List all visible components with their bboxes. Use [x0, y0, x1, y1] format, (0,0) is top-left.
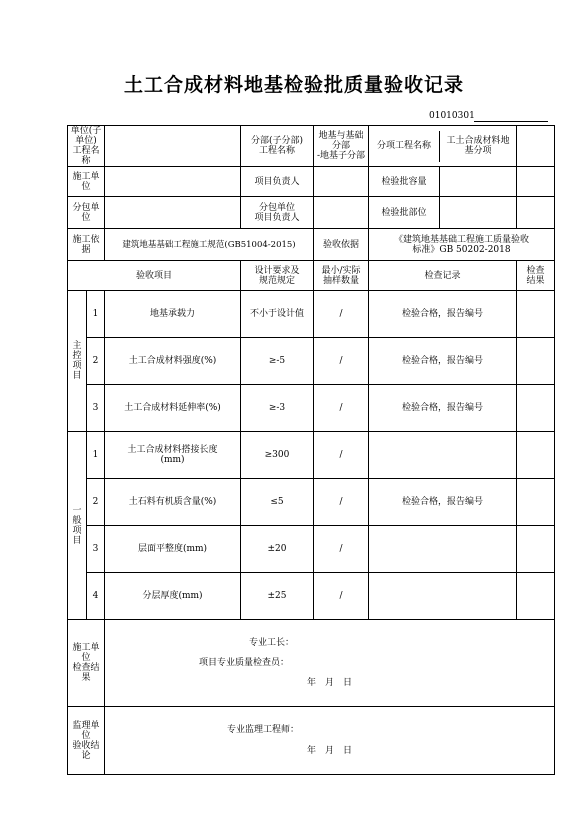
subitem-name-cell	[369, 126, 517, 167]
item-record: 检验合格，报告编号	[369, 385, 517, 432]
sub-lead-label: 分包单位 项目负责人	[241, 197, 314, 229]
col-design-header: 设计要求及 规范规定	[241, 261, 314, 291]
batch-part-value[interactable]	[440, 197, 516, 228]
item-sample: /	[314, 432, 369, 479]
item-design: ≥-3	[241, 385, 314, 432]
contractor-check-body[interactable]	[105, 620, 555, 707]
batch-capacity-value[interactable]	[440, 167, 516, 196]
item-name: 土工合成材料强度(%)	[105, 338, 241, 385]
col-result-header: 检查 结果	[517, 261, 555, 291]
item-result[interactable]	[517, 479, 555, 526]
batch-capacity-label: 检验批容量	[369, 167, 440, 196]
unit-name-value[interactable]	[105, 126, 241, 167]
col-record-header: 检查记录	[369, 261, 517, 291]
item-record[interactable]	[369, 432, 517, 479]
item-result[interactable]	[517, 526, 555, 573]
item-name: 土工合成材料延伸率(%)	[105, 385, 241, 432]
item-record[interactable]	[369, 573, 517, 620]
item-result[interactable]	[517, 385, 555, 432]
item-no: 1	[87, 432, 105, 479]
division-name-value: 地基与基础分部 -地基子分部	[314, 126, 369, 167]
item-design: ±20	[241, 526, 314, 573]
form-title: 土工合成材料地基检验批质量验收记录	[123, 74, 464, 96]
table-row	[68, 291, 555, 338]
item-no: 2	[87, 479, 105, 526]
item-name: 分层厚度(mm)	[105, 573, 241, 620]
item-no: 3	[87, 526, 105, 573]
item-record[interactable]	[369, 526, 517, 573]
table-row	[68, 573, 555, 620]
inspector-signature: 项目专业质量检查员：	[199, 657, 290, 668]
form-code: 01010301	[429, 111, 475, 121]
supervisor-signature: 专业监理工程师：	[227, 724, 300, 735]
item-design: ±25	[241, 573, 314, 620]
table-row	[68, 338, 555, 385]
item-name: 层面平整度(mm)	[105, 526, 241, 573]
foreman-signature: 专业工长：	[249, 637, 295, 648]
subitem-name-label: 分项工程名称	[369, 131, 440, 162]
general-group-label: 一 般 项 目	[68, 432, 87, 620]
item-sample: /	[314, 291, 369, 338]
item-sample: /	[314, 526, 369, 573]
acceptance-basis-label: 验收依据	[314, 229, 369, 261]
item-sample: /	[314, 573, 369, 620]
batch-capacity-extra	[517, 167, 555, 197]
contractor-label: 施工单位	[68, 167, 105, 197]
item-result[interactable]	[517, 432, 555, 479]
batch-part-cell	[369, 197, 517, 229]
subitem-name-value: 工土合成材料地 基分项	[446, 136, 510, 156]
project-lead-label: 项目负责人	[241, 167, 314, 197]
contractor-date: 年 月 日	[307, 677, 353, 688]
item-no: 3	[87, 385, 105, 432]
sub-lead-value[interactable]	[314, 197, 369, 229]
item-result[interactable]	[517, 291, 555, 338]
supervisor-date: 年 月 日	[307, 745, 353, 756]
batch-part-label: 检验批部位	[369, 197, 440, 228]
division-name-label: 分部(子分部) 工程名称	[241, 126, 314, 167]
item-sample: /	[314, 338, 369, 385]
item-sample: /	[314, 479, 369, 526]
item-design: ≤5	[241, 479, 314, 526]
contractor-value[interactable]	[105, 167, 241, 197]
supervisor-check-label: 监理单位 验收结论	[68, 707, 105, 775]
batch-part-extra	[517, 197, 555, 229]
inspection-record-table	[67, 125, 555, 775]
item-name: 土石料有机质含量(%)	[105, 479, 241, 526]
form-code-underline	[474, 121, 548, 122]
basis-value: 建筑地基基础工程施工规范(GB51004-2015)	[105, 229, 314, 261]
contractor-check-label: 施工单位 检查结果	[68, 620, 105, 707]
table-row	[68, 432, 555, 479]
supervisor-check-body[interactable]	[105, 707, 555, 775]
table-row	[68, 526, 555, 573]
item-name: 地基承载力	[105, 291, 241, 338]
col-item-header: 验收项目	[68, 261, 241, 291]
subcontractor-value[interactable]	[105, 197, 241, 229]
item-no: 2	[87, 338, 105, 385]
main-group-label: 主 控 项 目	[68, 291, 87, 432]
subcontractor-label: 分包单位	[68, 197, 105, 229]
item-design: 不小于设计值	[241, 291, 314, 338]
item-record: 检验合格，报告编号	[369, 479, 517, 526]
unit-name-label: 单位(子单位) 工程名称	[68, 126, 105, 167]
item-record: 检验合格，报告编号	[369, 291, 517, 338]
item-design: ≥-5	[241, 338, 314, 385]
item-result[interactable]	[517, 573, 555, 620]
item-result[interactable]	[517, 338, 555, 385]
subitem-name-extra	[517, 126, 555, 167]
item-record: 检验合格，报告编号	[369, 338, 517, 385]
item-no: 4	[87, 573, 105, 620]
acceptance-basis-value: 《建筑地基基础工程施工质量验收 标准》GB 50202-2018	[369, 229, 555, 261]
batch-capacity-cell	[369, 167, 517, 197]
item-sample: /	[314, 385, 369, 432]
project-lead-value[interactable]	[314, 167, 369, 197]
table-row	[68, 385, 555, 432]
item-design: ≥300	[241, 432, 314, 479]
col-sample-header: 最小/实际 抽样数量	[314, 261, 369, 291]
item-no: 1	[87, 291, 105, 338]
table-row	[68, 479, 555, 526]
basis-label: 施工依据	[68, 229, 105, 261]
item-name: 土工合成材料搭接长度 (mm)	[105, 432, 241, 479]
